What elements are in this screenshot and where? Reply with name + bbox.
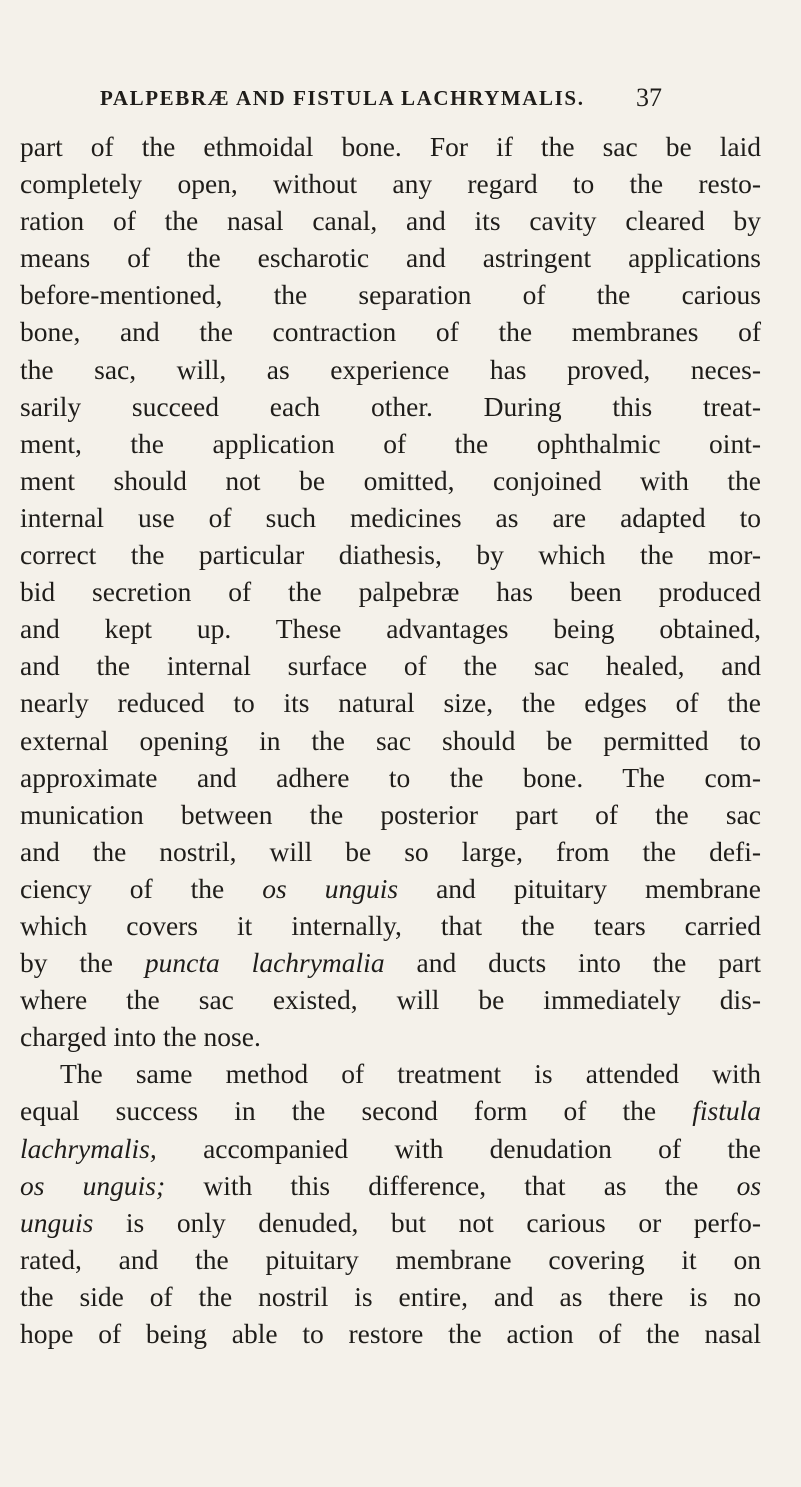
text-line: the sac, will, as experience has proved, neces- — [20, 353, 761, 385]
text-line: correct the particular diathesis, by which the mor- — [20, 539, 761, 571]
italic-term: os unguis — [262, 872, 399, 904]
text-line: ration of the nasal canal, and its cavity cleared by — [20, 205, 761, 237]
text-line: bid secretion of the palpebræ has been produced — [20, 576, 761, 608]
text-line: which covers it internally, that the tears carried — [20, 909, 761, 941]
text-line: rated, and the pituitary membrane covering it on — [20, 1243, 761, 1275]
text-line — [20, 1130, 761, 1167]
text-line — [20, 1167, 761, 1204]
italic-term: fistula — [692, 1095, 762, 1127]
text-segment: is only denuded, but not carious or perfo- — [125, 1206, 761, 1238]
text-segment: accompanied with denudation of the — [203, 1132, 761, 1164]
text-line: and the nostril, will be so large, from the defi- — [20, 835, 761, 867]
text-line: The same method of treatment is attended with — [60, 1058, 761, 1090]
text-line: part of the ethmoidal bone. For if the sac be laid — [20, 131, 761, 162]
text-line — [20, 944, 761, 981]
italic-term: puncta lachrymalia — [144, 947, 385, 979]
text-line: before-mentioned, the separation of the carious — [20, 279, 761, 311]
italic-term: os unguis; — [20, 1169, 166, 1201]
italic-term: lachrymalis, — [20, 1132, 157, 1164]
text-line: hope of being able to restore the action of the nasal — [20, 1318, 761, 1349]
text-line: completely open, without any regard to the resto- — [20, 168, 761, 200]
text-line: approximate and adhere to the bone. The com- — [20, 761, 761, 793]
text-line: and kept up. These advantages being obtained, — [20, 613, 761, 645]
text-segment: equal success in the second form of the — [20, 1095, 657, 1127]
text-line: where the sac existed, will be immediately dis- — [20, 984, 761, 1016]
text-line: means of the escharotic and astringent applications — [20, 242, 761, 274]
text-segment: and pituitary membrane — [436, 872, 761, 904]
text-line: and the internal surface of the sac healed, and — [20, 650, 761, 682]
text-line — [20, 1092, 761, 1129]
text-line: nearly reduced to its natural size, the edges of the — [20, 687, 761, 719]
text-line: ment should not be omitted, conjoined with the — [20, 464, 761, 496]
text-line: bone, and the contraction of the membranes of — [20, 316, 761, 348]
text-segment: ciency of the — [20, 872, 225, 904]
text-line: internal use of such medicines as are adapted to — [20, 501, 761, 533]
text-line: sarily succeed each other. During this treat- — [20, 390, 761, 422]
running-head — [100, 83, 662, 116]
page-number: 37 — [636, 83, 662, 112]
text-line: munication between the posterior part of the sac — [20, 798, 761, 830]
text-line: external opening in the sac should be permitted to — [20, 724, 761, 756]
text-line: charged into the nose. — [20, 1021, 261, 1053]
text-line: ment, the application of the ophthalmic oint- — [20, 427, 761, 459]
text-line — [20, 1204, 761, 1241]
italic-term: os — [736, 1169, 762, 1201]
text-segment: with this difference, that as the — [203, 1169, 699, 1201]
body-text — [20, 128, 800, 1352]
running-title: PALPEBRÆ AND FISTULA LACHRYMALIS. — [100, 86, 585, 110]
text-line — [20, 870, 761, 907]
text-segment: and ducts into the part — [416, 947, 761, 979]
italic-term: unguis — [20, 1206, 94, 1238]
text-line: the side of the nostril is entire, and as there is no — [20, 1280, 761, 1312]
text-segment: by the — [20, 947, 114, 979]
